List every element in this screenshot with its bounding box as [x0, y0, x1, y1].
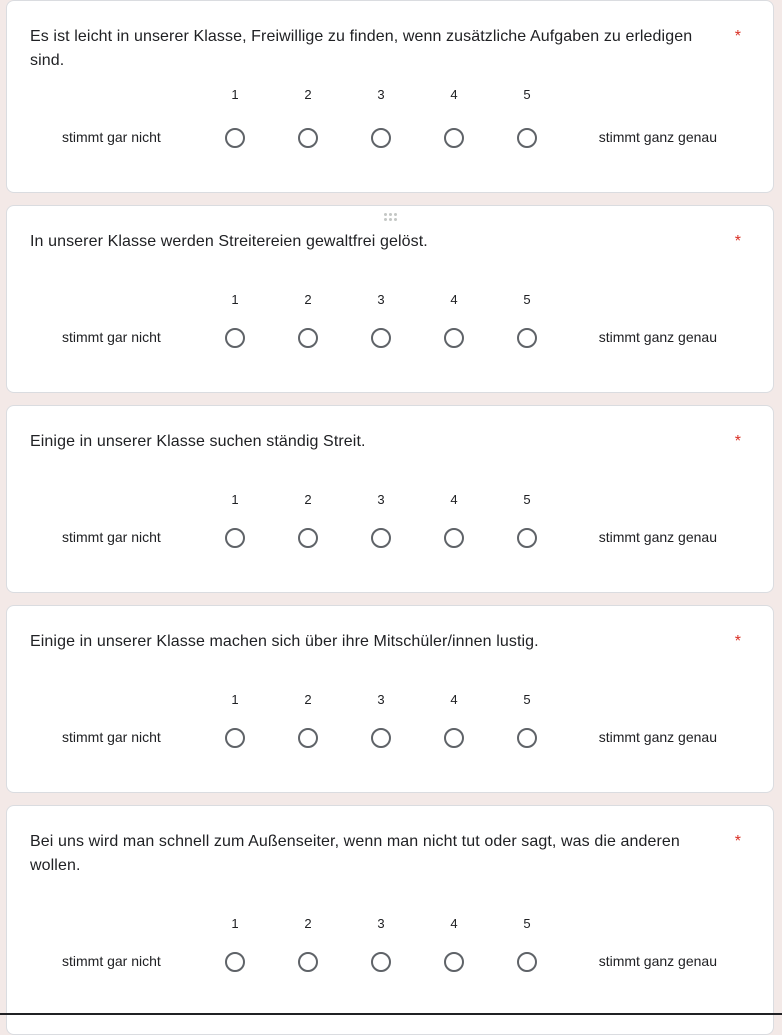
question-title: In unserer Klasse werden Streitereien gewaltfrei gelöst.	[30, 233, 428, 250]
scale-number-1: 1	[231, 916, 239, 931]
radio-option-3[interactable]	[371, 128, 391, 148]
scale-low-label: stimmt gar nicht	[62, 129, 161, 145]
radio-option-4[interactable]	[444, 528, 464, 548]
question-card	[6, 205, 774, 393]
question-card	[6, 0, 774, 193]
radio-option-2[interactable]	[298, 128, 318, 148]
scale-number-5: 5	[523, 492, 531, 507]
scale-number-3: 3	[377, 292, 385, 307]
scale-number-1: 1	[231, 87, 239, 102]
required-asterisk: *	[734, 233, 741, 250]
radio-option-1[interactable]	[225, 528, 245, 548]
scale-number-5: 5	[523, 292, 531, 307]
question-title: Bei uns wird man schnell zum Außenseiter, wenn man nicht tut oder sagt, was die anderen wollen.	[30, 833, 680, 874]
scale-low-label: stimmt gar nicht	[62, 529, 161, 545]
scale-number-5: 5	[523, 916, 531, 931]
scale-number-4: 4	[450, 292, 458, 307]
radio-option-5[interactable]	[517, 952, 537, 972]
required-asterisk: *	[734, 833, 741, 850]
scale-high-label: stimmt ganz genau	[598, 529, 717, 545]
radio-option-2[interactable]	[298, 328, 318, 348]
radio-option-3[interactable]	[371, 728, 391, 748]
radio-option-5[interactable]	[517, 528, 537, 548]
radio-option-4[interactable]	[444, 952, 464, 972]
radio-option-5[interactable]	[517, 128, 537, 148]
scale-number-4: 4	[450, 87, 458, 102]
radio-option-2[interactable]	[298, 952, 318, 972]
scale-number-3: 3	[377, 692, 385, 707]
scale-number-4: 4	[450, 916, 458, 931]
required-asterisk: *	[734, 433, 741, 450]
radio-option-3[interactable]	[371, 952, 391, 972]
radio-option-4[interactable]	[444, 728, 464, 748]
radio-option-1[interactable]	[225, 128, 245, 148]
radio-option-4[interactable]	[444, 128, 464, 148]
scale-high-label: stimmt ganz genau	[598, 953, 717, 969]
scale-number-4: 4	[450, 692, 458, 707]
drag-handle-icon[interactable]	[384, 213, 400, 221]
radio-option-4[interactable]	[444, 328, 464, 348]
scale-number-1: 1	[231, 492, 239, 507]
scale-low-label: stimmt gar nicht	[62, 729, 161, 745]
question-card	[6, 605, 774, 793]
radio-option-5[interactable]	[517, 328, 537, 348]
radio-option-1[interactable]	[225, 952, 245, 972]
question-title: Es ist leicht in unserer Klasse, Freiwillige zu finden, wenn zusätzliche Aufgaben zu erledigen sind.	[30, 28, 693, 69]
scale-number-3: 3	[377, 492, 385, 507]
scale-high-label: stimmt ganz genau	[598, 129, 717, 145]
scale-low-label: stimmt gar nicht	[62, 953, 161, 969]
scale-number-1: 1	[231, 292, 239, 307]
scale-number-3: 3	[377, 87, 385, 102]
scale-number-2: 2	[304, 87, 312, 102]
scale-number-2: 2	[304, 292, 312, 307]
question-card	[6, 805, 774, 1035]
scale-number-5: 5	[523, 87, 531, 102]
radio-option-1[interactable]	[225, 328, 245, 348]
scale-low-label: stimmt gar nicht	[62, 329, 161, 345]
scale-number-5: 5	[523, 692, 531, 707]
required-asterisk: *	[734, 633, 741, 650]
scale-number-2: 2	[304, 916, 312, 931]
question-title: Einige in unserer Klasse machen sich über ihre Mitschüler/innen lustig.	[30, 633, 539, 650]
scale-number-2: 2	[304, 492, 312, 507]
scale-number-2: 2	[304, 692, 312, 707]
question-card	[6, 405, 774, 593]
radio-option-3[interactable]	[371, 528, 391, 548]
scale-number-4: 4	[450, 492, 458, 507]
scale-number-3: 3	[377, 916, 385, 931]
radio-option-5[interactable]	[517, 728, 537, 748]
radio-option-3[interactable]	[371, 328, 391, 348]
question-title: Einige in unserer Klasse suchen ständig Streit.	[30, 433, 366, 450]
radio-option-2[interactable]	[298, 728, 318, 748]
scale-number-1: 1	[231, 692, 239, 707]
required-asterisk: *	[734, 28, 741, 45]
scale-high-label: stimmt ganz genau	[598, 329, 717, 345]
radio-option-1[interactable]	[225, 728, 245, 748]
scale-high-label: stimmt ganz genau	[598, 729, 717, 745]
radio-option-2[interactable]	[298, 528, 318, 548]
